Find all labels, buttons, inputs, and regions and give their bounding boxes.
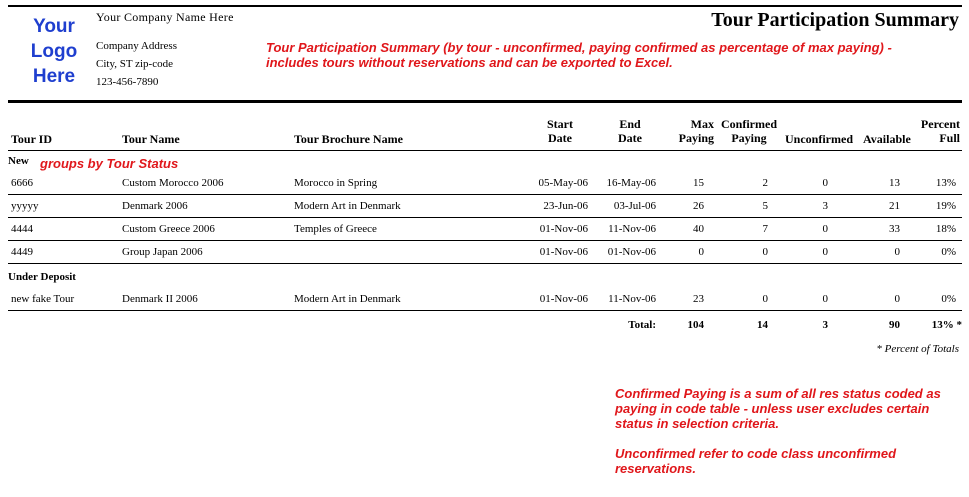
cell-tour-name: Custom Morocco 2006 (122, 177, 224, 189)
cell-tour-id: yyyyy (11, 200, 39, 212)
address-line-2: City, ST zip-code (96, 58, 173, 70)
cell-unconfirmed: 0 (822, 293, 828, 305)
col-end-date (600, 117, 660, 145)
cell-end-date: 11-Nov-06 (608, 293, 656, 305)
total-max: 104 (687, 319, 704, 331)
group-label: New (8, 155, 29, 167)
company-address-block (96, 37, 177, 91)
company-logo (24, 14, 84, 89)
col-confirmed-paying (716, 117, 782, 145)
percent-of-totals-note: * Percent of Totals (876, 343, 959, 355)
cell-tour-name: Denmark 2006 (122, 200, 188, 212)
confirmed-note: Confirmed Paying is a sum of all res status coded as paying in code table - unless user excludes certain status in selection criteria. (615, 386, 941, 431)
row-divider (8, 310, 962, 311)
col-brochure: Tour Brochure Name (294, 132, 403, 146)
cell-confirmed: 0 (762, 293, 768, 305)
cell-tour-id: new fake Tour (11, 293, 75, 305)
col-unconfirmed: Unconfirmed (785, 132, 853, 146)
unconfirmed-note: Unconfirmed refer to code class unconfirmed reservations. (615, 446, 897, 476)
row-divider (8, 240, 962, 241)
col-start-line-1: Start (547, 117, 573, 131)
col-max-line-2: Paying (678, 131, 714, 145)
cell-percent: 18% (935, 223, 956, 235)
total-unconfirmed: 3 (822, 319, 828, 331)
cell-available: 33 (889, 223, 900, 235)
cell-confirmed: 7 (762, 223, 768, 235)
report-title: Tour Participation Summary (711, 9, 959, 31)
top-rule (8, 5, 962, 7)
cell-unconfirmed: 0 (822, 223, 828, 235)
cell-start-date: 01-Nov-06 (539, 246, 588, 258)
col-percent-line-1: Percent (920, 117, 960, 131)
cell-confirmed: 5 (762, 200, 768, 212)
cell-max: 26 (693, 200, 704, 212)
col-max-line-1: Max (690, 117, 714, 131)
total-confirmed: 14 (757, 319, 768, 331)
cell-percent: 0% (941, 293, 956, 305)
cell-max: 15 (693, 177, 704, 189)
total-available: 90 (889, 319, 900, 331)
col-start-line-2: Date (548, 131, 572, 145)
cell-brochure: Morocco in Spring (294, 177, 378, 189)
cell-tour-id: 4444 (11, 223, 33, 235)
cell-tour-name: Group Japan 2006 (122, 246, 203, 258)
logo-line-1: Your (33, 16, 75, 37)
cell-percent: 0% (941, 246, 956, 258)
notes-block (615, 386, 945, 476)
cell-tour-name: Denmark II 2006 (122, 293, 198, 305)
header-rule (8, 100, 962, 103)
cell-max: 23 (693, 293, 704, 305)
cell-max: 0 (698, 246, 704, 258)
cell-end-date: 01-Nov-06 (607, 246, 656, 258)
cell-confirmed: 0 (762, 246, 768, 258)
cell-max: 40 (693, 223, 704, 235)
col-available: Available (863, 132, 911, 146)
col-end-line-2: Date (618, 131, 642, 145)
row-divider (8, 194, 962, 195)
cell-percent: 19% (935, 200, 956, 212)
cell-available: 13 (889, 177, 900, 189)
cell-brochure: Modern Art in Denmark (294, 200, 401, 212)
cell-tour-name: Custom Greece 2006 (122, 223, 215, 235)
cell-confirmed: 2 (762, 177, 768, 189)
cell-unconfirmed: 0 (822, 177, 828, 189)
company-name: Your Company Name Here (96, 10, 234, 24)
col-tour-name: Tour Name (122, 132, 180, 146)
col-tour-id: Tour ID (11, 132, 53, 146)
row-divider (8, 217, 962, 218)
cell-start-date: 05-May-06 (538, 177, 588, 189)
col-confirmed-line-2: Paying (731, 131, 767, 145)
col-percent-full (900, 117, 960, 145)
row-divider (8, 263, 962, 264)
cell-available: 21 (889, 200, 900, 212)
column-header-rule (8, 150, 962, 151)
cell-available: 0 (894, 293, 900, 305)
address-line-1: Company Address (96, 40, 177, 52)
cell-available: 0 (894, 246, 900, 258)
cell-start-date: 23-Jun-06 (543, 200, 588, 212)
cell-unconfirmed: 3 (822, 200, 828, 212)
cell-percent: 13% (935, 177, 956, 189)
cell-tour-id: 4449 (11, 246, 33, 258)
cell-start-date: 01-Nov-06 (539, 223, 588, 235)
total-label: Total: (628, 319, 656, 331)
col-confirmed-line-1: Confirmed (721, 117, 777, 131)
cell-end-date: 03-Jul-06 (613, 200, 656, 212)
groups-note: groups by Tour Status (40, 156, 179, 171)
cell-brochure: Modern Art in Denmark (294, 293, 401, 305)
col-start-date (530, 117, 590, 145)
cell-end-date: 11-Nov-06 (608, 223, 656, 235)
report-description: Tour Participation Summary (by tour - unconfirmed, paying confirmed as percentage of max paying) - includes tours without reservations and can be exported to Excel. (266, 40, 892, 70)
col-percent-line-2: Full (939, 131, 960, 145)
phone: 123-456-7890 (96, 76, 159, 88)
cell-start-date: 01-Nov-06 (539, 293, 588, 305)
col-end-line-1: End (619, 117, 641, 131)
group-label: Under Deposit (8, 271, 76, 283)
total-percent: 13% * (931, 319, 962, 331)
logo-line-3: Here (32, 66, 76, 87)
cell-brochure: Temples of Greece (294, 223, 377, 235)
cell-tour-id: 6666 (11, 177, 33, 189)
logo-line-2: Logo (30, 41, 78, 62)
col-max-paying (654, 117, 714, 145)
cell-unconfirmed: 0 (822, 246, 828, 258)
cell-end-date: 16-May-06 (606, 177, 656, 189)
